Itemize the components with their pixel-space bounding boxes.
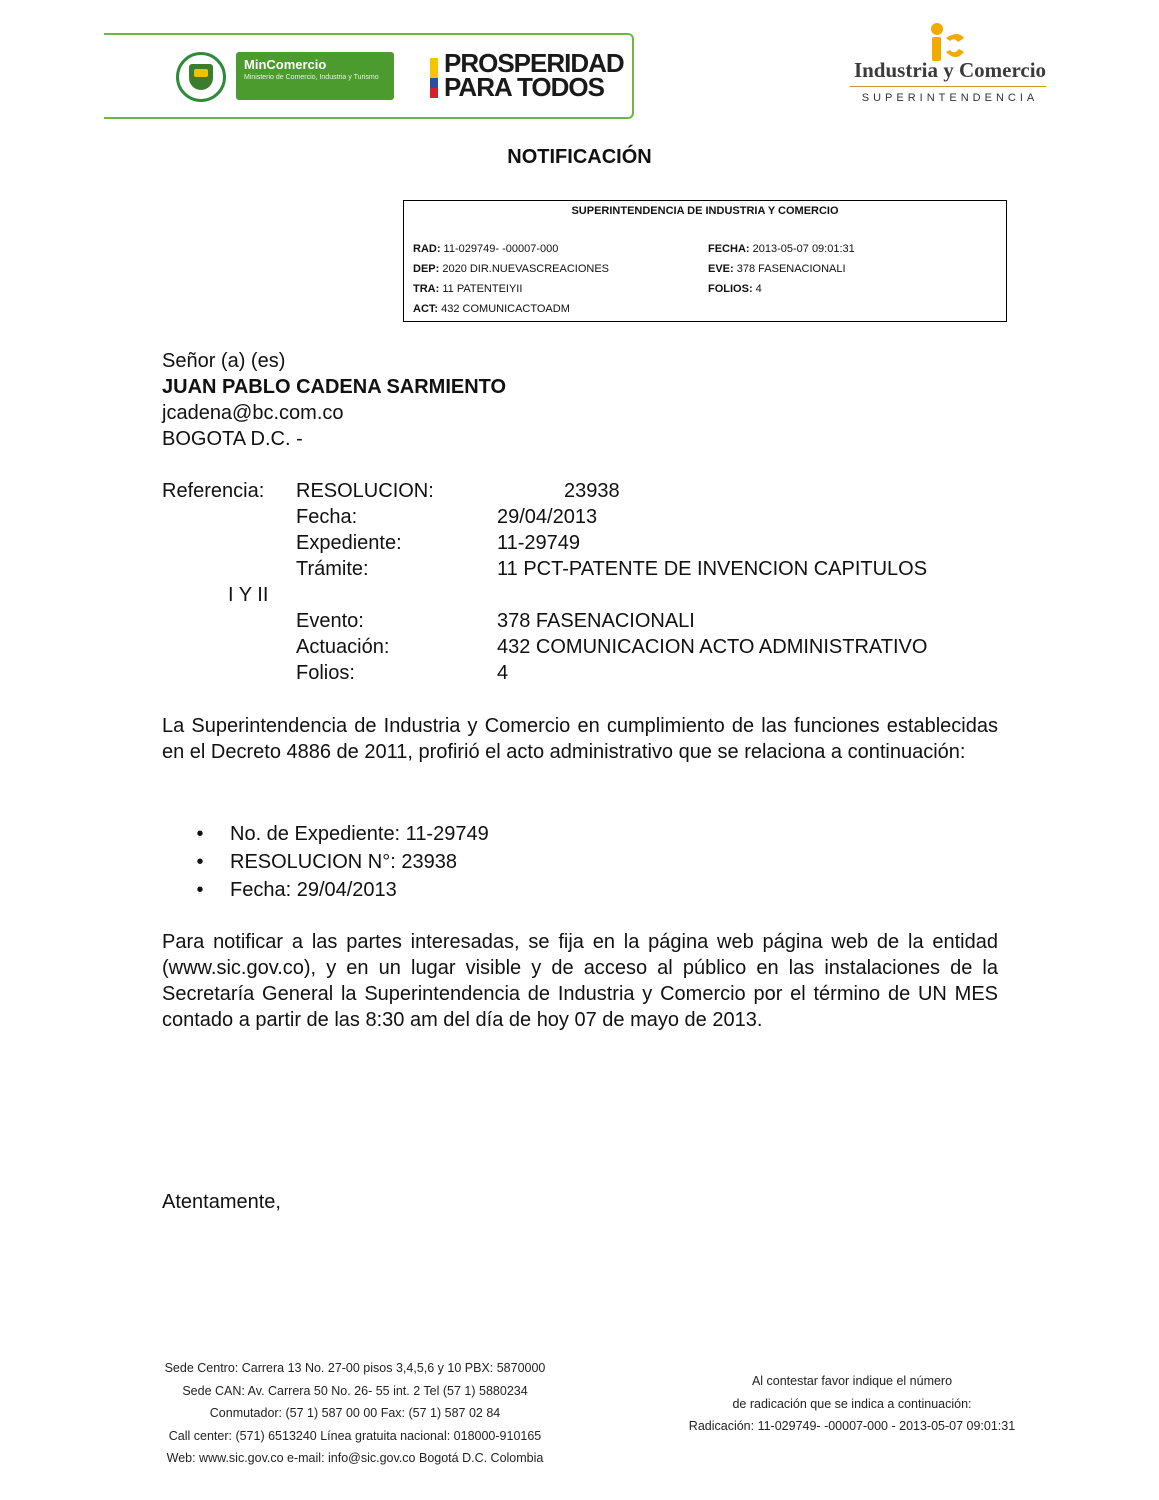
evento-key: Evento:: [296, 610, 364, 632]
list-item: [190, 848, 489, 876]
mincomercio-logo: [236, 52, 394, 100]
footer-line: Sede Centro: Carrera 13 No. 27-00 pisos 3,4,5,6 y 10 PBX: 5870000: [164, 1361, 546, 1375]
acto-list: [190, 820, 489, 904]
intro-paragraph: La Superintendencia de Industria y Comercio en cumplimiento de las funciones establecidas en el Decreto 4886 de 2011, profirió el acto administrativo que se relaciona a continuación:: [162, 715, 998, 763]
tra-value: 11 PATENTEIYII: [439, 283, 523, 295]
tramite-value: 11 PCT-PATENTE DE INVENCION CAPITULOS: [497, 558, 928, 580]
tra-label: TRA:: [413, 283, 440, 295]
prosperidad-line-1: PROSPERIDAD: [444, 48, 624, 78]
expediente-value: 11-29749: [497, 532, 581, 554]
mincomercio-logo-title: MinComercio: [244, 57, 327, 72]
footer-radication-note: [660, 1370, 1044, 1438]
tramite-key: Trámite:: [296, 558, 369, 580]
document-title: NOTIFICACIÓN: [507, 146, 652, 168]
fecha-row: [708, 243, 855, 255]
notification-paragraph: Para notificar a las partes interesadas, se fija en la página web página web de la entidad (www.sic.gov.co), y en un lugar visible y de acceso al público en las instalaciones de la Secretaría General la Superintendencia de Industria y Comercio por el término de UN MES contado a partir de las 8:30 am del día de hoy 07 de mayo de 2013.: [162, 931, 998, 1031]
list-item-text: No. de Expediente: 11-29749: [230, 823, 489, 845]
dep-value: 2020 DIR.NUEVASCREACIONES: [439, 263, 610, 275]
list-item: [190, 876, 489, 904]
folios-row: [708, 283, 762, 295]
fecha-key: Fecha:: [296, 506, 358, 528]
footer-line: Conmutador: (57 1) 587 00 00 Fax: (57 1) 587 02 84: [209, 1406, 501, 1420]
folios-value: 4: [752, 283, 762, 295]
folios-value-ref: 4: [497, 662, 509, 684]
eve-value: 378 FASENACIONALI: [733, 263, 846, 275]
bullet-icon: •: [196, 879, 204, 901]
footer-note-line: Al contestar favor indique el número: [751, 1374, 953, 1388]
footer-line: Call center: (571) 6513240 Línea gratuita nacional: 018000-910165: [168, 1428, 542, 1443]
actuacion-value: 432 COMUNICACION ACTO ADMINISTRATIVO: [497, 636, 928, 658]
recipient-block: [162, 348, 762, 452]
recipient-city: BOGOTA D.C. -: [162, 428, 303, 450]
sic-logo-subtitle: SUPERINTENDENCIA: [861, 92, 1039, 104]
list-item: [190, 820, 489, 848]
footer-line: Sede CAN: Av. Carrera 50 No. 26- 55 int. 2 Tel (57 1) 5880234: [182, 1383, 528, 1398]
actuacion-key: Actuación:: [296, 636, 390, 658]
resolucion-key: RESOLUCION:: [296, 480, 434, 502]
salutation: Señor (a) (es): [162, 350, 286, 372]
folios-key: Folios:: [296, 662, 355, 684]
rad-value: 11-029749- -00007-000: [440, 243, 559, 255]
act-value: 432 COMUNICACTOADM: [438, 303, 570, 315]
act-row: [413, 303, 570, 315]
radication-box-heading: SUPERINTENDENCIA DE INDUSTRIA Y COMERCIO: [571, 205, 839, 217]
footer-note-line: Radicación: 11-029749- -00007-000 - 2013-05-07 09:01:31: [688, 1419, 1016, 1433]
reference-label: Referencia:: [162, 480, 265, 502]
expediente-key: Expediente:: [296, 532, 402, 554]
evento-value: 378 FASENACIONALI: [497, 610, 695, 632]
footer-line: Web: www.sic.gov.co e-mail: info@sic.gov.co Bogotá D.C. Colombia: [166, 1451, 544, 1465]
folios-label: FOLIOS:: [708, 283, 753, 295]
sic-logo-name: Industria y Comercio: [853, 58, 1047, 82]
dep-row: [413, 263, 609, 275]
resolucion-value: 23938: [564, 480, 620, 502]
tramite-continuation: I Y II: [228, 584, 269, 606]
fecha-label: FECHA:: [708, 243, 750, 255]
footer-contact-info: [140, 1357, 570, 1470]
fecha-value: 2013-05-07 09:01:31: [749, 243, 855, 255]
mincomercio-logo-subtitle: Ministerio de Comercio, Industria y Turismo: [244, 74, 379, 81]
list-item-text: RESOLUCION N°: 23938: [230, 851, 457, 873]
bullet-icon: •: [196, 823, 204, 845]
rad-label: RAD:: [413, 243, 441, 255]
rad-row: [413, 243, 558, 255]
recipient-email: jcadena@bc.com.co: [162, 402, 344, 424]
sic-logo-divider: [850, 86, 1046, 87]
bullet-icon: •: [196, 851, 204, 873]
closing: Atentamente,: [162, 1191, 281, 1213]
list-item-text: Fecha: 29/04/2013: [230, 879, 397, 901]
act-label: ACT:: [413, 303, 439, 315]
prosperidad-line-2: PARA TODOS: [444, 72, 604, 102]
footer-note-line: de radicación que se indica a continuación:: [732, 1396, 972, 1411]
dep-label: DEP:: [413, 263, 440, 275]
recipient-name: JUAN PABLO CADENA SARMIENTO: [162, 376, 507, 398]
fecha-value: 29/04/2013: [497, 506, 598, 528]
prosperidad-para-todos-logo: [444, 48, 634, 102]
radication-box: [403, 200, 1007, 322]
colombia-flag-icon: [430, 58, 438, 98]
eve-row: [708, 263, 846, 275]
colombia-coat-of-arms-seal-icon: [176, 52, 226, 102]
eve-label: EVE:: [708, 263, 734, 275]
tra-row: [413, 283, 522, 295]
